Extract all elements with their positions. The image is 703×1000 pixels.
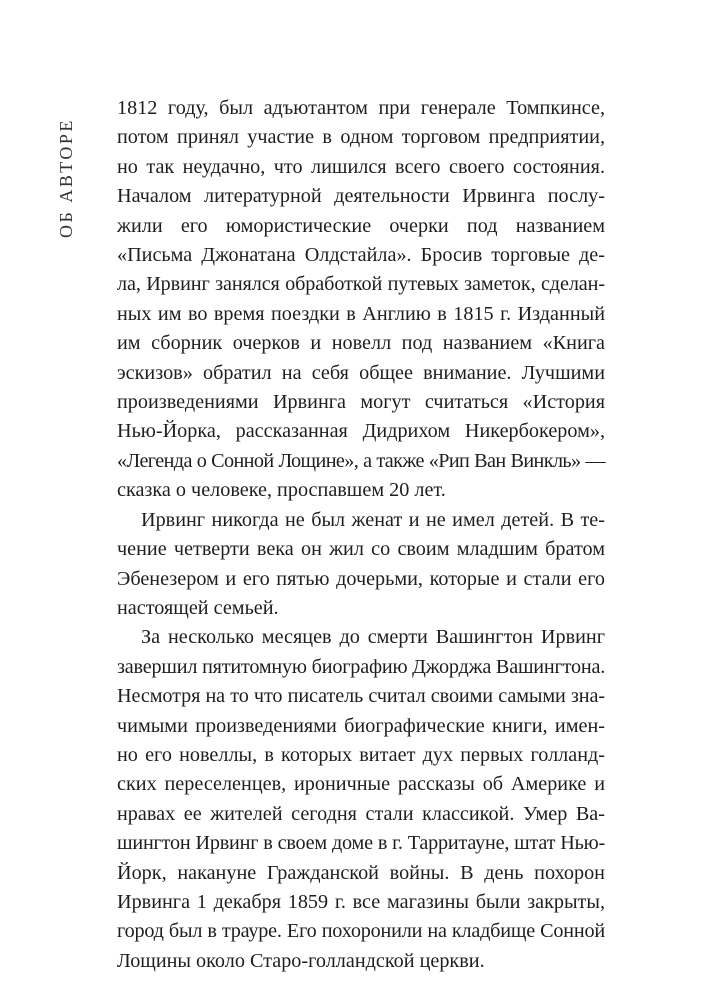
- text-line: эскизов» обратил на себя общее внимание. Лучшими: [117, 361, 605, 384]
- paragraph: [117, 506, 605, 624]
- text-line: Несмотря на то что писатель считал своими самыми зна-: [117, 685, 605, 708]
- text-line: ла, Ирвинг занялся обработкой путевых заметок, сделан-: [117, 273, 605, 296]
- text-line: За несколько месяцев до смерти Вашингтон Ирвинг: [141, 626, 605, 649]
- text-line: «Письма Джонатана Олдстайла». Бросив торговые де-: [117, 244, 605, 267]
- text-line: Лощины около Старо-голландской церкви.: [117, 949, 485, 972]
- text-line: Эбенезером и его пятью дочерьми, которые и стали его: [117, 567, 605, 590]
- text-line: ных им во время поездки в Англию в 1815 г. Изданный: [117, 302, 605, 325]
- text-line: чимыми произведениями биографические книги, имен-: [117, 714, 605, 737]
- text-line: потом принял участие в одном торговом предприятии,: [117, 126, 605, 149]
- text-line: чение четверти века он жил со своим младшим братом: [117, 538, 605, 561]
- text-line: Нью-Йорка, рассказанная Дидрихом Никербокером»,: [117, 420, 605, 443]
- text-line: но так неудачно, что лишился всего своего состояния.: [117, 155, 605, 178]
- running-header: ОБ АВТОРЕ: [56, 118, 76, 238]
- text-line: сказка о человеке, проспавшем 20 лет.: [117, 479, 446, 502]
- text-line: Ирвинга 1 декабря 1859 г. все магазины были закрыты,: [117, 890, 605, 913]
- text-line: шингтон Ирвинг в своем доме в г. Тарритауне, штат Нью-: [117, 832, 605, 855]
- paragraph: [117, 94, 605, 506]
- text-line: произведениями Ирвинга могут считаться «История: [117, 391, 605, 414]
- paragraph: [117, 623, 605, 976]
- text-line: ских переселенцев, ироничные рассказы об Америке и: [117, 773, 605, 796]
- text-line: «Легенда о Сонной Лощине», а также «Рип Ван Винкль» —: [117, 449, 605, 472]
- text-line: нравах ее жителей сегодня стали классикой. Умер Ва-: [117, 802, 605, 825]
- text-line: жили его юмористические очерки под названием: [117, 214, 605, 237]
- text-line: город был в трауре. Его похоронили на кладбище Сонной: [117, 920, 605, 943]
- text-line: но его новеллы, в которых витает дух первых голланд-: [117, 743, 605, 766]
- text-line: 1812 году, был адъютантом при генерале Томпкинсе,: [117, 97, 605, 119]
- text-line: настоящей семьей.: [117, 596, 279, 619]
- text-line: им сборник очерков и новелл под названием «Книга: [117, 332, 605, 355]
- text-line: завершил пятитомную биографию Джорджа Вашингтона.: [117, 655, 606, 678]
- text-line: Ирвинг никогда не был женат и не имел детей. В те-: [141, 508, 605, 531]
- text-body: [117, 94, 605, 976]
- text-line: Началом литературной деятельности Ирвинга послу-: [117, 185, 605, 208]
- text-line: Йорк, накануне Гражданской войны. В день похорон: [117, 861, 605, 884]
